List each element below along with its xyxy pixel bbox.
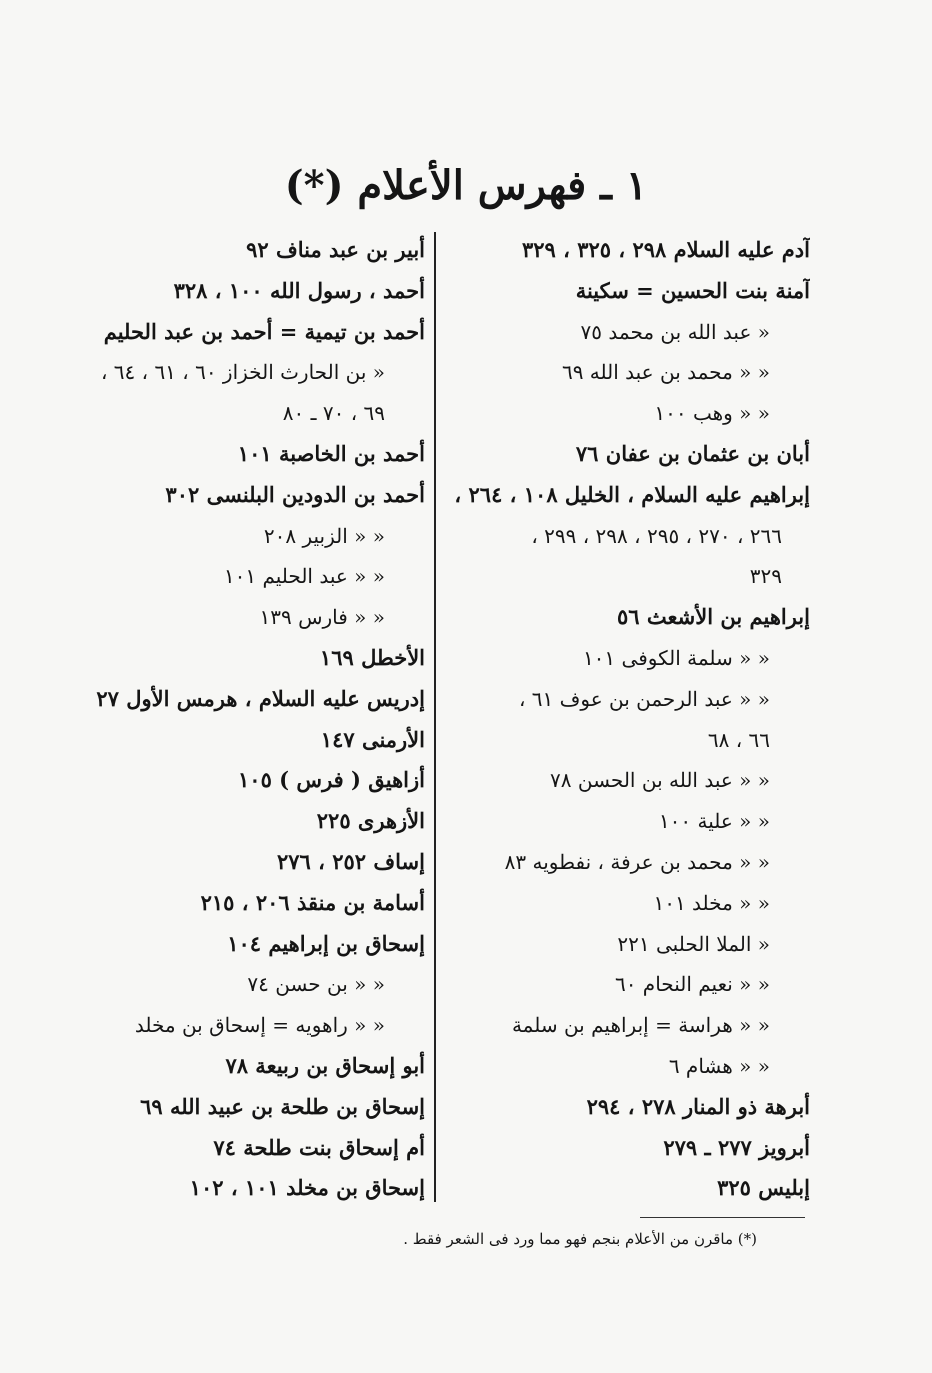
index-entry: أبو إسحاق بن ربيعة ٧٨ xyxy=(225,1052,425,1078)
index-entry: إبراهيم بن الأشعث ٥٦ xyxy=(617,604,810,630)
index-entry: أحمد ، رسول الله ١٠٠ ، ٣٢٨ xyxy=(173,277,425,303)
index-entry: أم إسحاق بنت طلحة ٧٤ xyxy=(213,1134,425,1160)
index-entry: إساف ٢٥٢ ، ٢٧٦ xyxy=(276,848,425,874)
index-entry: « بن الحارث الخزاز ٦٠ ، ٦١ ، ٦٤ ، xyxy=(100,360,385,385)
index-entry: إبراهيم عليه السلام ، الخليل ١٠٨ ، ٢٦٤ ، xyxy=(454,481,810,507)
index-entry: أبرهة ذو المنار ٢٧٨ ، ٢٩٤ xyxy=(586,1093,810,1119)
index-entry: « « هراسة = إبراهيم بن سلمة xyxy=(511,1013,770,1038)
index-entry: ٣٢٩ xyxy=(749,564,782,589)
index-entry: إسحاق بن مخلد ١٠١ ، ١٠٢ xyxy=(189,1175,425,1201)
index-entry: « « بن حسن ٧٤ xyxy=(247,972,385,997)
index-entry: آمنة بنت الحسين = سكينة xyxy=(575,277,810,303)
index-column-right xyxy=(445,230,810,1209)
index-entry: « « راهويه = إسحاق بن مخلد xyxy=(134,1013,385,1038)
index-entry: ٢٦٦ ، ٢٧٠ ، ٢٩٥ ، ٢٩٨ ، ٢٩٩ ، xyxy=(531,523,782,548)
index-entry: « « سلمة الكوفى ١٠١ xyxy=(582,645,770,670)
index-entry: أزاهيق ( فرس ) ١٠٥ xyxy=(238,767,425,793)
index-entry: « « فارس ١٣٩ xyxy=(259,605,385,630)
index-entry: الأخطل ١٦٩ xyxy=(319,644,425,670)
index-entry: « « هشام ٦ xyxy=(668,1053,770,1078)
index-entry: الأزهرى ٢٢٥ xyxy=(316,808,425,834)
index-entry: « « الزبير ٢٠٨ xyxy=(263,523,385,548)
column-divider xyxy=(434,232,436,1202)
index-entry: إدريس عليه السلام ، هرمس الأول ٢٧ xyxy=(96,685,425,711)
index-entry: أبرويز ٢٧٧ ـ ٢٧٩ xyxy=(663,1134,810,1160)
index-entry: أحمد بن تيمية = أحمد بن عبد الحليم xyxy=(103,318,425,344)
index-entry: آدم عليه السلام ٢٩٨ ، ٣٢٥ ، ٣٢٩ xyxy=(521,237,810,262)
index-entry: « عبد الله بن محمد ٧٥ xyxy=(580,319,770,344)
index-entry: الأرمنى ١٤٧ xyxy=(320,726,425,752)
index-entry: « الملا الحلبى ٢٢١ xyxy=(617,931,770,956)
index-entry: « « علية ١٠٠ xyxy=(658,809,770,834)
index-entry: « « نعيم النحام ٦٠ xyxy=(614,972,770,997)
index-entry: أبير بن عبد مناف ٩٢ xyxy=(246,237,425,262)
index-entry: « « محمد بن عبد الله ٦٩ xyxy=(561,360,770,385)
index-entry: أحمد بن الدودين البلنسى ٣٠٢ xyxy=(165,481,425,507)
footnote-rule xyxy=(640,1217,805,1218)
footnote: (*) ماقرن من الأعلام بنجم فهو مما ورد فى الشعر فقط . xyxy=(403,1230,757,1248)
index-entry: أسامة بن منقذ ٢٠٦ ، ٢١٥ xyxy=(200,889,425,915)
index-entry: « « وهب ١٠٠ xyxy=(654,401,770,426)
index-entry: إسحاق بن طلحة بن عبيد الله ٦٩ xyxy=(140,1093,425,1119)
index-entry: إسحاق بن إبراهيم ١٠٤ xyxy=(227,930,425,956)
index-entry: إبليس ٣٢٥ xyxy=(717,1175,810,1201)
index-entry: « « عبد الحليم ١٠١ xyxy=(223,564,385,589)
index-entry: أحمد بن الخاصبة ١٠١ xyxy=(237,440,425,466)
index-entry: أبان بن عثمان بن عفان ٧٦ xyxy=(575,440,810,466)
index-entry: ٦٩ ، ٧٠ ـ ٨٠ xyxy=(282,401,385,426)
index-entry: « « عبد الله بن الحسن ٧٨ xyxy=(550,768,770,793)
index-entry: « « عبد الرحمن بن عوف ٦١ ، xyxy=(518,686,770,711)
page-title: ١ ـ فهرس الأعلام (*) xyxy=(284,162,648,209)
index-column-left xyxy=(55,230,425,1209)
index-entry: « « مخلد ١٠١ xyxy=(653,890,770,915)
index-entry: « « محمد بن عرفة ، نفطويه ٨٣ xyxy=(504,849,770,874)
index-entry: ٦٦ ، ٦٨ xyxy=(707,727,770,752)
